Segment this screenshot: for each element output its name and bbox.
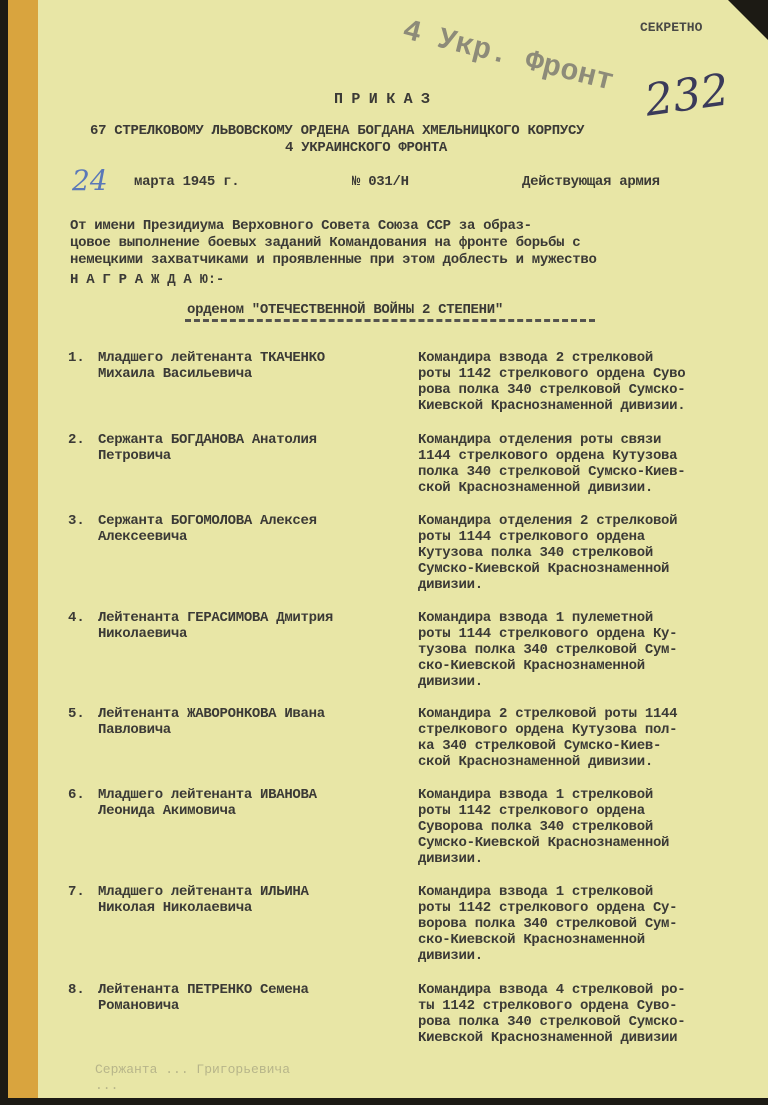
subtitle-line-1: 67 СТРЕЛКОВОМУ ЛЬВОВСКОМУ ОРДЕНА БОГДАНА ХМЕЛЬНИЦКОГО КОРПУСУ: [90, 123, 585, 139]
entry-number: 2.: [68, 432, 85, 448]
page-edge-stripe: [8, 0, 38, 1098]
entry-position: Командира взвода 2 стрелковой роты 1142 стрелкового ордена Суво рова полка 340 стрелковой Сумско- Киевской Краснознаменной дивизии.: [418, 350, 686, 414]
subtitle-line-2: 4 УКРАИНСКОГО ФРОНТА: [285, 140, 448, 156]
entry-position: Командира взвода 1 стрелковой роты 1142 стрелкового ордена Су- ворова полка 340 стрелковой Сум- ско-Киевской Краснознаменной дивизии.: [418, 884, 678, 964]
entry-position: Командира отделения роты связи 1144 стрелкового ордена Кутузова полка 340 стрелковой Сумско-Киев- ской Краснознаменной дивизии.: [418, 432, 686, 496]
page-corner: [728, 0, 768, 40]
document-title: П Р И К А З: [334, 91, 430, 108]
entry-name: Младшего лейтенанта ТКАЧЕНКО Михаила Васильевича: [98, 350, 325, 382]
entry-number: 8.: [68, 982, 85, 998]
entry-name: Младшего лейтенанта ИЛЬИНА Николая Николаевича: [98, 884, 309, 916]
awarded-heading: Н А Г Р А Ж Д А Ю:-: [70, 272, 224, 288]
secrecy-mark: СЕКРЕТНО: [640, 20, 703, 35]
entry-name: Лейтенанта ПЕТРЕНКО Семена Романовича: [98, 982, 309, 1014]
order-number: № 031/Н: [352, 174, 409, 190]
entry-number: 5.: [68, 706, 85, 722]
front-stamp: 4 Укр. Фронт: [399, 14, 617, 100]
handwritten-number: 232: [641, 64, 733, 127]
date: марта 1945 г.: [134, 174, 240, 190]
handwritten-date-day: 24: [72, 164, 108, 197]
entry-name: Младшего лейтенанта ИВАНОВА Леонида Акимовича: [98, 787, 317, 819]
entry-number: 3.: [68, 513, 85, 529]
entry-name: Сержанта БОГОМОЛОВА Алексея Алексеевича: [98, 513, 317, 545]
entry-name: Сержанта БОГДАНОВА Анатолия Петровича: [98, 432, 317, 464]
entry-number: 4.: [68, 610, 85, 626]
entry-position: Командира 2 стрелковой роты 1144 стрелкового ордена Кутузова пол- ка 340 стрелковой Сумско-Киев- ской Краснознаменной дивизии.: [418, 706, 678, 770]
entry-number: 6.: [68, 787, 85, 803]
bleed-through-text: Сержанта ... Григорьевича ...: [95, 1062, 291, 1093]
entry-position: Командира взвода 4 стрелковой ро- ты 1142 стрелкового ордена Суво- рова полка 340 стрелковой Сумско- Киевской Краснознаменной дивизии: [418, 982, 686, 1046]
underline: [185, 319, 595, 322]
entry-number: 7.: [68, 884, 85, 900]
location: Действующая армия: [522, 174, 660, 190]
entry-number: 1.: [68, 350, 85, 366]
preamble: От имени Президиума Верховного Совета Союза ССР за образ- цовое выполнение боевых заданий Командования на фронте борьбы с немецкими захватчиками и проявленные при этом доблесть и мужество: [70, 218, 597, 268]
order-name: орденом "ОТЕЧЕСТВЕННОЙ ВОЙНЫ 2 СТЕПЕНИ": [187, 302, 503, 318]
entry-name: Лейтенанта ЖАВОРОНКОВА Ивана Павловича: [98, 706, 325, 738]
entry-position: Командира взвода 1 пулеметной роты 1144 стрелкового ордена Ку- тузова полка 340 стрелковой Сум- ско-Киевской Краснознаменной дивизии.: [418, 610, 678, 690]
entry-position: Командира взвода 1 стрелковой роты 1142 стрелкового ордена Суворова полка 340 стрелковой Сумско-Киевской Краснознаменной дивизии.: [418, 787, 670, 867]
entry-position: Командира отделения 2 стрелковой роты 1144 стрелкового ордена Кутузова полка 340 стрелковой Сумско-Киевской Краснознаменной дивизии.: [418, 513, 678, 593]
entry-name: Лейтенанта ГЕРАСИМОВА Дмитрия Николаевича: [98, 610, 333, 642]
